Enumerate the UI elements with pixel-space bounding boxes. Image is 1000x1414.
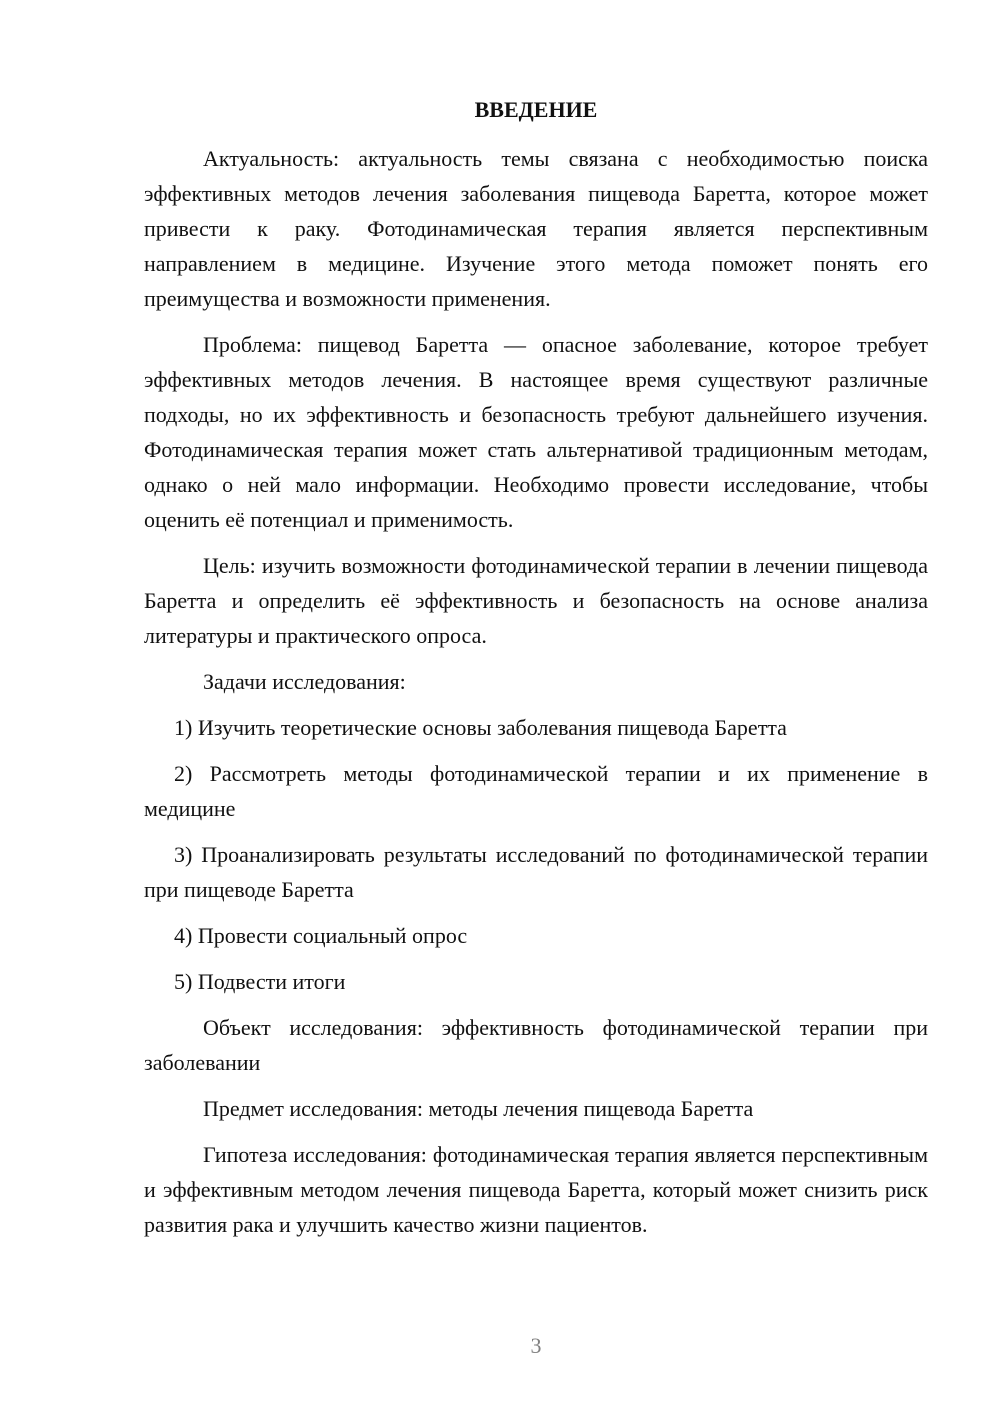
task-item: 4) Провести социальный опрос	[174, 923, 468, 948]
paragraph-goal: Цель: изучить возможности фотодинамической терапии в лечении пищевода Баретта и определить её эффективность и безопасность на основе анализа литературы и практического опроса.	[144, 553, 928, 648]
page-number: 3	[530, 1333, 542, 1358]
task-list	[144, 710, 928, 999]
paragraph-relevance: Актуальность: актуальность темы связана с необходимостью поиска эффективных методов лечения заболевания пищевода Баретта, которое может привести к раку. Фотодинамическая терапия является перспективным направлением в медицине. Изучение этого метода поможет понять его преимущества и возможности применения.	[144, 146, 928, 311]
section-heading: ВВЕДЕНИЕ	[474, 97, 598, 122]
task-item: 1) Изучить теоретические основы заболевания пищевода Баретта	[174, 715, 787, 740]
paragraph-object: Объект исследования: эффективность фотодинамической терапии при заболевании	[144, 1015, 928, 1075]
paragraph-tasks-title: Задачи исследования:	[203, 669, 406, 694]
task-item: 5) Подвести итоги	[174, 969, 346, 994]
task-item: 2) Рассмотреть методы фотодинамической терапии и их применение в медицине	[144, 761, 928, 821]
paragraph-hypothesis: Гипотеза исследования: фотодинамическая терапия является перспективным и эффективным методом лечения пищевода Баретта, который может снизить риск развития рака и улучшить качество жизни пациентов.	[144, 1142, 928, 1237]
task-item: 3) Проанализировать результаты исследований по фотодинамической терапии при пищеводе Баретта	[144, 842, 928, 902]
page-body	[144, 92, 928, 1253]
paragraph-subject: Предмет исследования: методы лечения пищевода Баретта	[203, 1096, 754, 1121]
paragraph-problem: Проблема: пищевод Баретта — опасное заболевание, которое требует эффективных методов лечения. В настоящее время существуют различные подходы, но их эффективность и безопасность требуют дальнейшего изучения. Фотодинамическая терапия может стать альтернативой традиционным методам, однако о ней мало информации. Необходимо провести исследование, чтобы оценить её потенциал и применимость.	[144, 332, 928, 532]
